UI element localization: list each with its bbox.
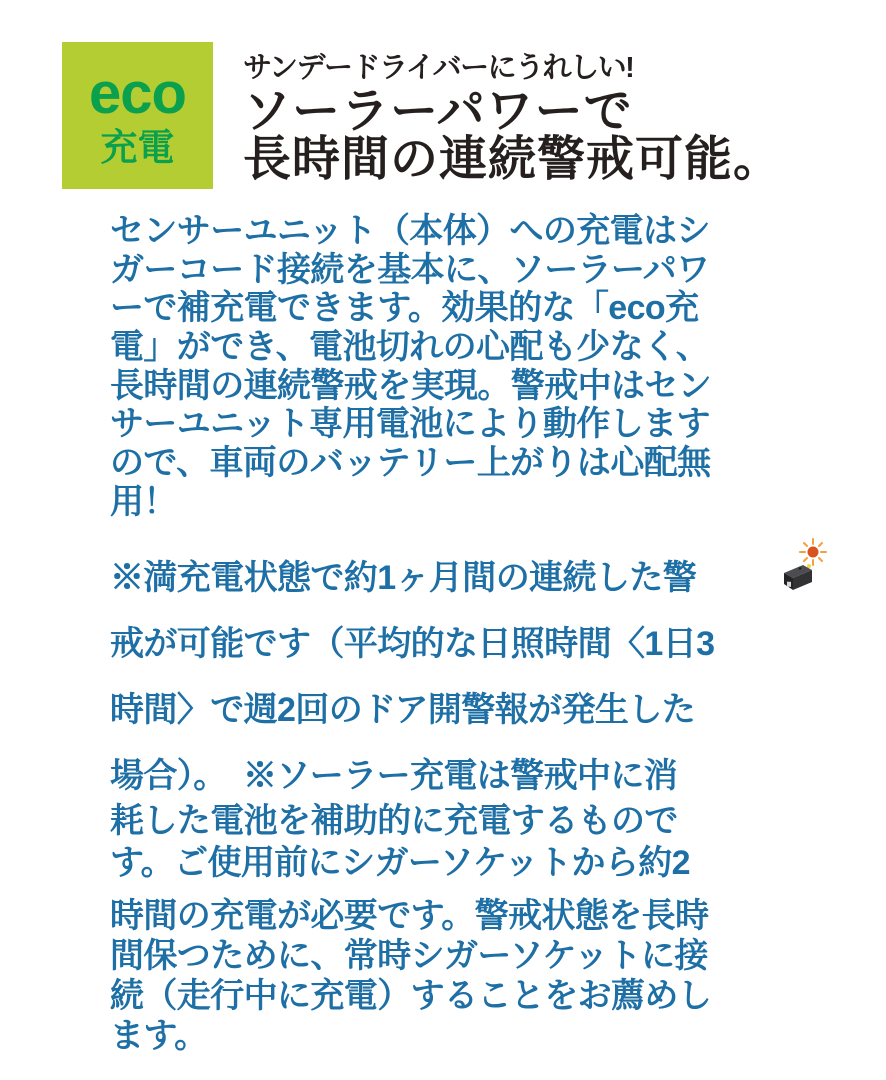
- note-line: 時間〉で週2回のドア開警報が発生した: [110, 691, 696, 729]
- headline-title-line2: 長時間の連続警戒可能。: [243, 133, 783, 186]
- body-line: 電」ができ、電池切れの心配も少なく、: [110, 328, 710, 367]
- eco-charge-badge: [62, 42, 213, 189]
- body-line: ので、車両のバッテリー上がりは心配無: [110, 444, 711, 483]
- sparkle-icon: [807, 564, 811, 568]
- headline-subtitle: サンデードライバーにうれしい!: [243, 52, 634, 84]
- note-line: 時間の充電が必要です。警戒状態を長時: [110, 897, 709, 935]
- body-line: ーで補充電できます。効果的な「eco充: [110, 289, 699, 328]
- sensor-unit-icon: [784, 565, 812, 590]
- note-line: 間保つために、常時シガーソケットに接: [110, 937, 708, 975]
- body-line: ガーコード接続を基本に、ソーラーパワ: [110, 250, 710, 289]
- solar-charging-illustration-icon: [778, 533, 856, 595]
- body-line: サーユニット専用電池により動作します: [110, 405, 710, 444]
- note-line: ※満充電状態で約1ヶ月間の連続した警: [110, 559, 697, 597]
- headline-title-line1: ソーラーパワーで: [243, 85, 633, 138]
- note-line: 場合）。 ※ソーラー充電は警戒中に消: [110, 757, 678, 795]
- body-line: 用！: [110, 482, 177, 521]
- note-line: 戒が可能です（平均的な日照時間〈1日3: [110, 625, 715, 663]
- note-line: す。ご使用前にシガーソケットから約2: [110, 844, 690, 882]
- eco-badge-text-jp: 充電: [100, 127, 175, 168]
- body-line: センサーユニット（本体）への充電はシ: [110, 212, 710, 250]
- notes-paragraph: [110, 560, 714, 1054]
- note-line: 続（走行中に充電）することをお薦めし: [110, 977, 712, 1015]
- sun-core-icon: [808, 547, 819, 558]
- note-line: 耗した電池を補助的に充電するもので: [110, 802, 678, 840]
- body-line: 長時間の連続警戒を実現。警戒中はセン: [110, 366, 712, 405]
- eco-badge-text-en: eco: [89, 61, 186, 126]
- note-line: ます。: [110, 1017, 208, 1055]
- body-paragraph: [110, 212, 711, 522]
- headline: [243, 52, 782, 184]
